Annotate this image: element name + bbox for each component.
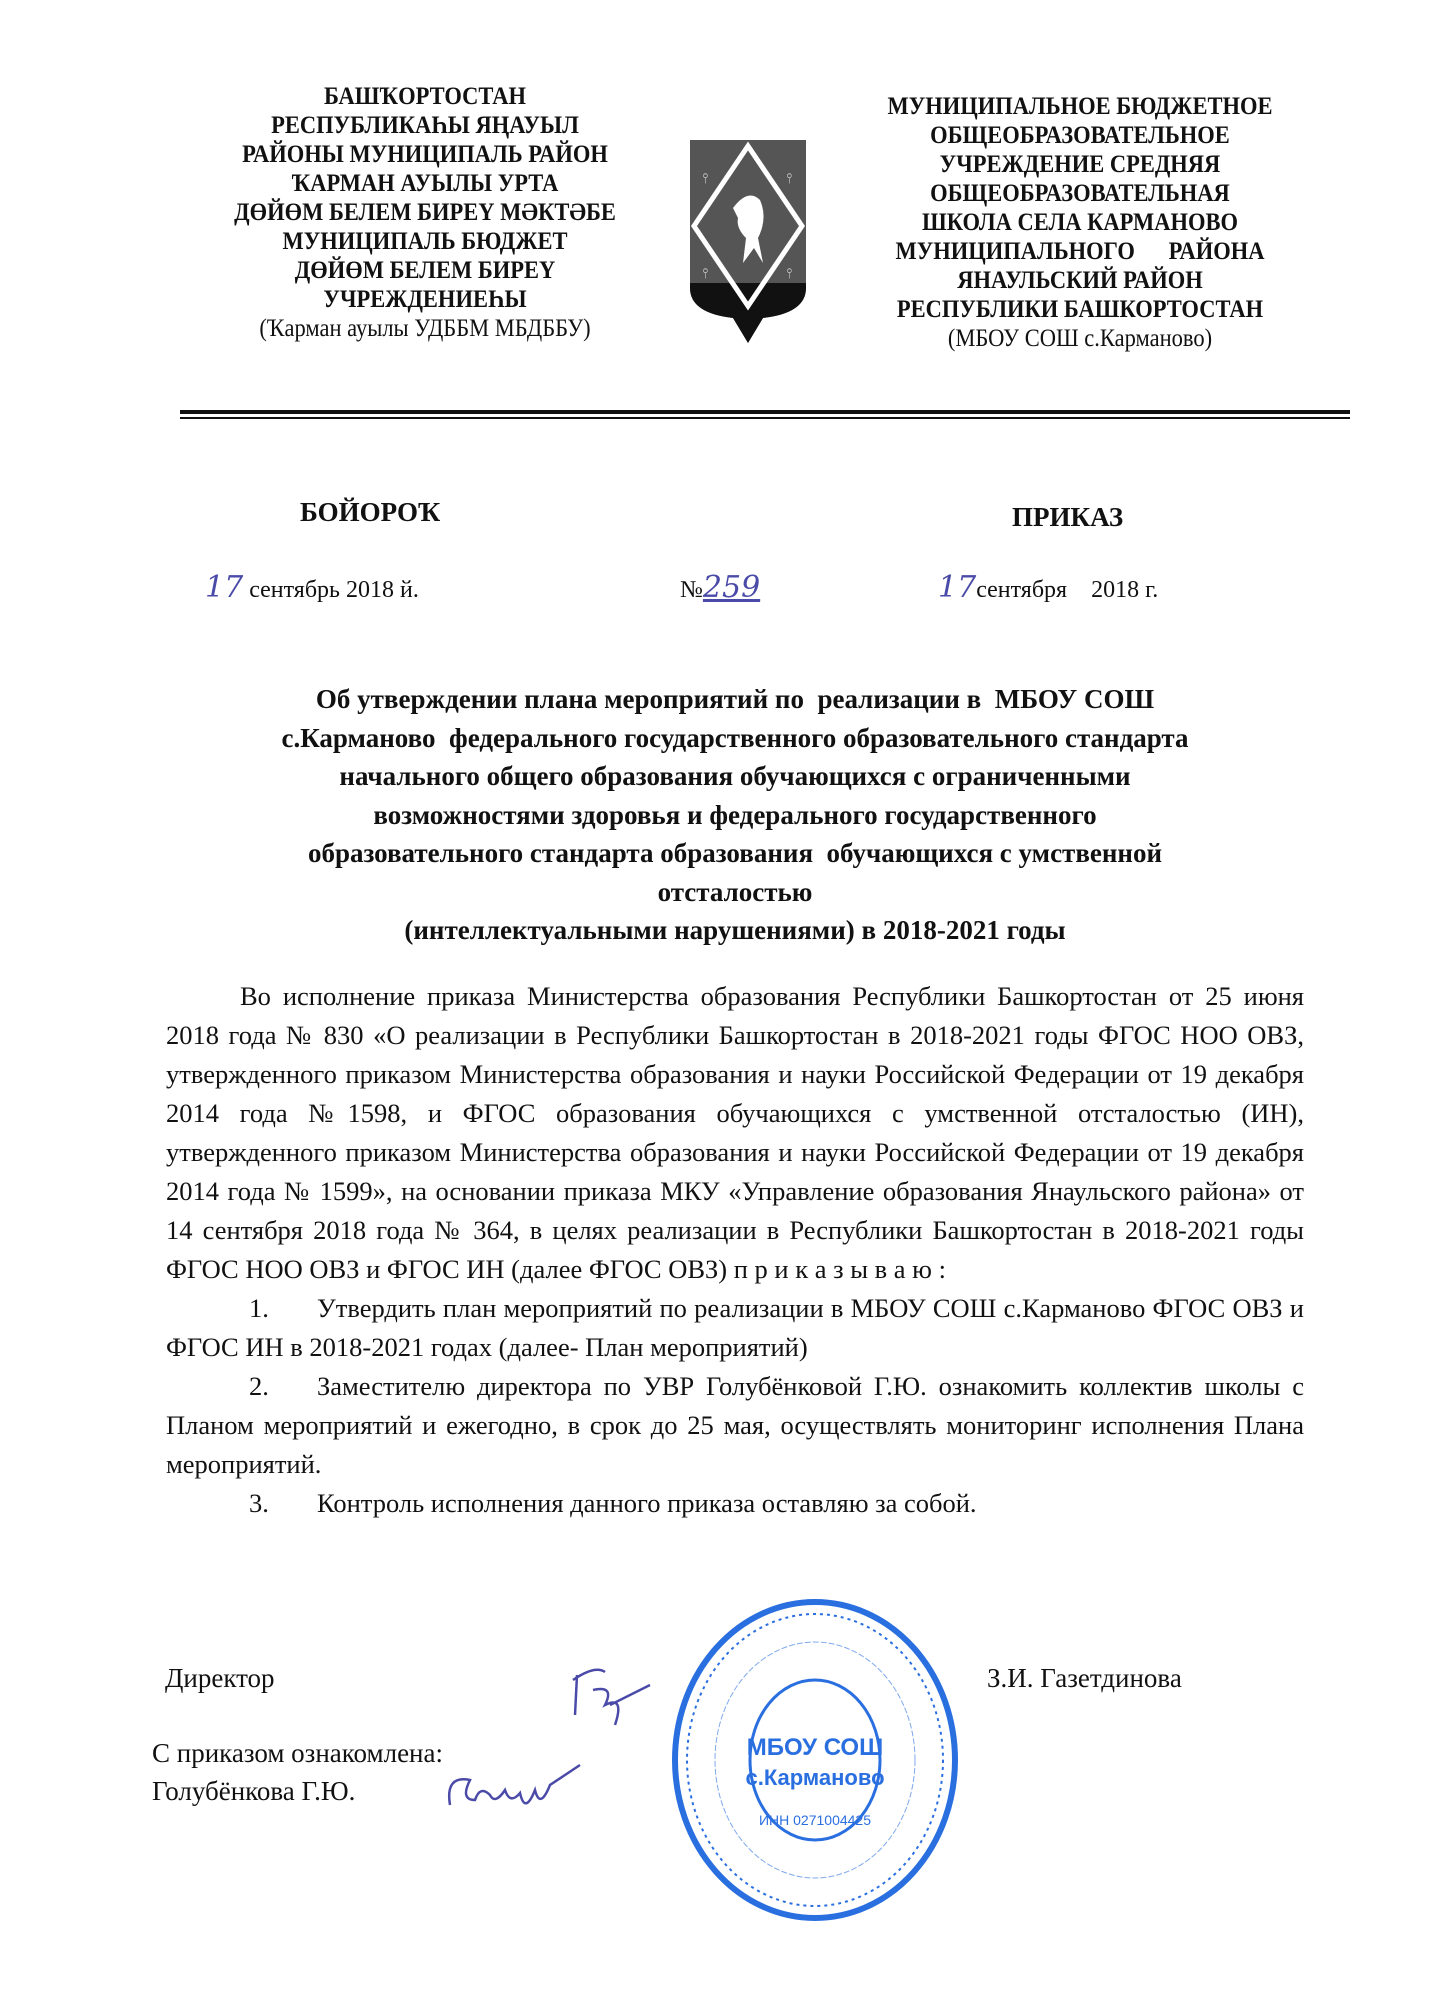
header-line: ЯНАУЛЬСКИЙ РАЙОН [957,267,1203,294]
stamp-text: с.Карманово [745,1765,885,1790]
header-divider [180,417,1350,419]
header-line: ОБЩЕОБРАЗОВАТЕЛЬНОЕ [930,122,1230,149]
coat-of-arms-emblem [688,138,808,348]
doc-kind-bashkir: БОЙОРОҠ [300,497,441,527]
acknowledgement-signature [440,1755,590,1825]
svg-text:⫯: ⫯ [786,267,793,282]
header-line: ДӨЙӨМ БЕЛЕМ БИРЕҮ МӘКТӘБЕ [234,199,616,226]
date-right [938,570,1158,605]
title-line: (интеллектуальными нарушениями) в 2018-2021 годы [404,915,1066,945]
handwritten-number: 259 [702,570,761,605]
number-label: № [680,577,703,603]
date-text: сентябрь 2018 й. [249,577,419,603]
header-line: ШКОЛА СЕЛА КАРМАНОВО [922,209,1238,236]
doc-kind-russian: ПРИКАЗ [1012,502,1124,532]
acknowledgement-name: Голубёнкова Г.Ю. [152,1776,356,1806]
list-item [166,1289,1304,1367]
header-line: ҠАРМАН АУЫЛЫ УРТА [291,170,559,197]
svg-text:⫯: ⫯ [702,267,709,282]
item-text: Утвердить план мероприятий по реализации в МБОУ СОШ с.Карманово ФГОС ОВЗ и ФГОС ИН в 2018-2021 годах (далее- План мероприятий) [166,1293,1304,1362]
signature-role: Директор [165,1663,275,1693]
title-line: начального общего образования обучающихся с ограниченными [339,761,1131,791]
header-right [837,92,1323,353]
date-left [205,570,419,605]
item-text: Заместителю директора по УВР Голубёнковой Г.Ю. ознакомить коллектив школы с Планом мероприятий и ежегодно, в срок до 25 мая, осуществлять мониторинг исполнения Плана мероприятий. [166,1371,1304,1479]
header-divider [180,410,1350,414]
svg-text:⫯: ⫯ [702,172,709,187]
list-item [166,1367,1304,1484]
header-line: ОБЩЕОБРАЗОВАТЕЛЬНАЯ [930,180,1230,207]
title-line: с.Карманово федерального государственного образовательного стандарта [281,722,1189,753]
handwritten-day: 17 [205,570,244,605]
handwritten-day: 17 [938,570,977,605]
header-line: ДӨЙӨМ БЕЛЕМ БИРЕҮ [294,257,556,284]
preamble-paragraph: Во исполнение приказа Министерства образования Республики Башкортостан от 25 июня 2018 года № 830 «О реализации в Республики Башкортостан в 2018-2021 годы ФГОС НОО ОВЗ, утвержденного приказом Министерства образования и науки Российской Федерации от 19 декабря 2014 года №1598, и ФГОС образования обучающихся с умственной отсталостью (ИН), утвержденного приказом Министерства образования и науки Российской Федерации от 19 декабря 2014 года № 1599», на основании приказа МКУ «Управление образования Янаульского района» от 14 сентября 2018 года № 364, в целях реализации в Республики Башкортостан в 2018-2021 годы ФГОС НОО ОВЗ и ФГОС ИН (далее ФГОС ОВЗ) п р и к а з ы в а ю : [166,981,1304,1284]
header-line: МУНИЦИПАЛЬНОГО РАЙОНА [895,238,1265,265]
header-line: БАШҠОРТОСТАН [323,83,527,110]
item-number: 1. [249,1293,269,1323]
item-number: 3. [249,1488,269,1518]
title-line: образовательного стандарта образования обучающихся с умственной [307,838,1163,868]
header-line: РЕСПУБЛИКАҺЫ ЯҢАУЫЛ [271,112,579,139]
item-text: Контроль исполнения данного приказа оставляю за собой. [317,1488,977,1518]
signature-name: З.И. Газетдинова [987,1663,1182,1693]
director-signature [565,1660,655,1730]
list-item [166,1484,1304,1523]
header-abbr: (МБОУ СОШ с.Карманово) [947,325,1213,352]
title-line: возможностями здоровья и федерального государственного [373,799,1097,830]
header-line: МУНИЦИПАЛЬ БЮДЖЕТ [282,228,568,255]
stamp-text: ИНН 0271004425 [758,1812,872,1828]
document-body [166,977,1304,1523]
svg-text:⫯: ⫯ [786,172,793,187]
item-number: 2. [249,1371,269,1401]
header-left [196,82,655,343]
order-number [680,570,760,605]
header-abbr: (Ҡарман ауылы УДББМ МБДББУ) [259,315,591,342]
header-line: РЕСПУБЛИКИ БАШКОРТОСТАН [896,296,1264,323]
stamp-text: МБОУ СОШ [746,1734,884,1761]
document-title [170,680,1300,950]
title-line: отсталостью [657,876,813,907]
official-stamp [665,1595,965,1925]
date-text: сентября 2018 г. [976,577,1159,603]
acknowledgement-label: С приказом ознакомлена: [152,1738,443,1768]
header-line: РАЙОНЫ МУНИЦИПАЛЬ РАЙОН [242,141,608,168]
header-line: УЧРЕЖДЕНИЕҺЫ [323,286,527,313]
header-line: УЧРЕЖДЕНИЕ СРЕДНЯЯ [939,151,1221,178]
title-line: Об утверждении плана мероприятий по реализации в МБОУ СОШ [315,684,1155,714]
header-line: МУНИЦИПАЛЬНОЕ БЮДЖЕТНОЕ [887,93,1273,120]
